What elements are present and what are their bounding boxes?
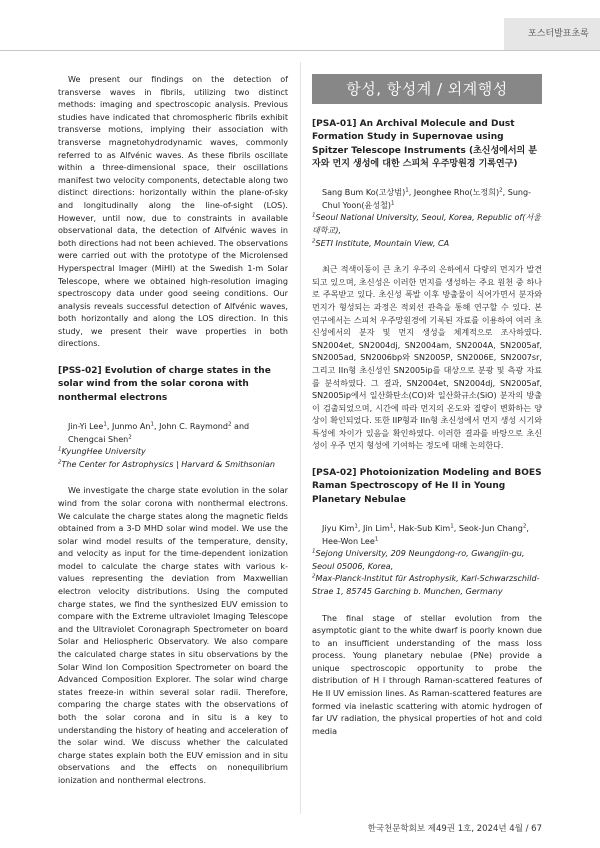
author-affiliation-mark: 2	[227, 421, 232, 428]
author-affiliation-mark: 1	[150, 421, 154, 428]
affiliation-line: $^1$KyungHee University	[58, 446, 146, 457]
affiliation-number: 2	[58, 459, 62, 466]
author-affiliation-mark: 1	[103, 421, 107, 428]
affiliations-psa01	[312, 212, 542, 250]
author-name: Sang Bum Ko(고상범)	[322, 188, 406, 198]
author-name: Jin-Yi Lee	[68, 421, 104, 431]
affiliation-line: $^2$The Center for Astrophysics | Harvard & Smithsonian	[58, 459, 275, 469]
section-banner: 항성, 항성계 / 외계행성	[312, 74, 542, 104]
author-affiliation-mark: 2	[499, 187, 503, 194]
right-column	[312, 74, 542, 740]
section-tab: 포스터발표초록	[504, 18, 600, 50]
author-affiliation-mark: 1	[391, 200, 395, 207]
author-affiliation-mark: 1	[389, 523, 394, 530]
author-affiliation-mark: 2	[522, 523, 527, 530]
author-list-psa01: Sang Bum Ko(고상범)$^1$, Jeonghee Rho(노정희)$^2$, Sung-Chul Yoon(윤성철)$^1$	[322, 187, 532, 210]
author-name: Jeonghee Rho(노정희)	[413, 188, 500, 198]
affiliation-line: $^2$Max-Planck-Institut für Astrophysik, Karl-Schwarzschild-Strae 1, 85745 Garching b. Munchen, Germany	[312, 573, 540, 596]
abstract-pss02: We investigate the charge state evolution in the solar wind from the solar corona with nonthermal electrons. We calculate the charge states along the magnetic fields obtained from a 3-D MHD solar wind model. We use the solar wind model results of the temperature, density, and velocity as input for the time-dependent ionization model to calculate the charge states with various k-values representing the deviation from Maxwellian electron velocity distributions. Using the computed charge states, we find the synthesized EUV emission to compare with the Extreme ultraviolet Imaging Telescope and the Ultraviolet Coronagraph Spectrometer on board Solar and Heliospheric Observatory. We also compare the calculated charge states in situ observations by the Solar Wind Ion Composition Spectrometer on board the Advanced Composition Explorer. The solar wind charge states freeze-in within several solar radii. Therefore, comparing the charge states with the observations of both the solar corona and in situ is a key to understanding the history of heating and acceleration of the solar wind. We discuss whether the calculated charge states explain both the EUV emission and in situ observations and the effects on nonequilibrium ionization and nonthermal electrons.	[58, 486, 288, 785]
author-affiliation-mark: 1	[405, 187, 409, 194]
author-name: Jiyu Kim	[322, 523, 355, 533]
affiliations-pss02	[58, 446, 288, 471]
affiliation-line: $^1$Sejong University, 209 Neungdong-ro, Gwangjin-gu, Seoul 05006, Korea,	[312, 548, 525, 571]
author-name: Jin Lim	[363, 523, 390, 533]
column-divider	[300, 62, 301, 814]
author-name: Sung-Chul Yoon(윤성철)	[322, 188, 532, 210]
article-title-psa02: [PSA-02] Photoionization Modeling and BOES Raman Spectroscopy of He II in Young Planetary Nebulae	[312, 468, 542, 505]
affiliation-number: 1	[312, 548, 316, 555]
author-name: Junmo An	[111, 421, 151, 431]
abstract-psa02: The final stage of stellar evolution from the asymptotic giant to the white dwarf is poorly known due to an insufficient understanding of the mass loss process. Young planetary nebulae (PNe) provide a unique spectroscopic opportunity to probe the distribution of H I through Raman-scattered features of He II UV emission lines. As Raman-scattered features are formed via inelastic scattering with atomic hydrogen of far UV radiation, the physical properties of hot and cold media	[312, 613, 542, 736]
affiliation-line: $^2$SETI Institute, Mountain View, CA	[312, 237, 450, 248]
page-footer: 한국천문학회보 제49권 1호, 2024년 4월 / 67	[367, 824, 542, 834]
author-name: John C. Raymond	[159, 421, 228, 431]
article-title-psa01: [PSA-01] An Archival Molecule and Dust Formation Study in Supernovae using Spitzer Telescope Instruments (초신성에서의 분자와 먼지 생성에 대한 스피처 우주망원경 기록연구)	[312, 119, 538, 169]
intro-paragraph: We present our findings on the detection of transverse waves in fibrils, utilizing two distinct methods: imaging and spectroscopic analysis. Previous studies have indicated that chromospheric fibrils exhibit transverse motions, implying their association with transverse magnetohydrodynamic waves, commonly referred to as Alfvénic waves. As these fibrils oscillate within a three-dimensional space, their oscillations manifest two velocity components, detectable along two distinct directions: horizontally within the plane-of-sky and longitudinally along the line-of-sight (LOS). However, until now, due to constraints in available observational data, the detection of Alfvénic waves in both directions had not been achieved. The observations were carried out with the prototype of the Microlensed Hyperspectral Imager (MiHI) at the Swedish 1-m Solar Telescope, where we obtained high-resolution imaging spectroscopy data under good seeing conditions. Our analysis reveals successful detection of Alfvénic waves, both horizontally and along the LOS direction. In this study, we present their wave properties in both directions.	[58, 75, 288, 349]
author-affiliation-mark: 2	[128, 433, 132, 440]
affiliation-number: 1	[312, 212, 316, 219]
header-rule	[0, 50, 600, 51]
author-affiliation-mark: 1	[450, 523, 454, 530]
author-list-pss02: Jin-Yi Lee$^1$, Junmo An$^1$, John C. Raymond$^2$ and Chengcai Shen$^2$	[68, 421, 250, 444]
author-affiliation-mark: 1	[354, 523, 358, 530]
affiliation-number: 2	[312, 573, 316, 580]
left-column	[58, 74, 288, 790]
affiliations-psa02	[312, 548, 542, 598]
affiliation-line: $^1$Seoul National University, Seoul, Korea, Republic of(서울대학교),	[312, 212, 541, 235]
author-name: Chengcai Shen	[68, 434, 129, 444]
author-name: Seok-Jun Chang	[458, 523, 523, 533]
author-affiliation-mark: 1	[374, 535, 379, 542]
affiliation-number: 2	[312, 237, 316, 244]
author-name: Hee-Won Lee	[322, 536, 375, 546]
author-name: Hak-Sub Kim	[398, 523, 451, 533]
author-list-psa02: Jiyu Kim$^1$, Jin Lim$^1$, Hak-Sub Kim$^1$, Seok-Jun Chang$^2$, Hee-Won Lee$^1$	[322, 523, 529, 546]
abstract-psa01: 최근 적색이동이 큰 초기 우주의 은하에서 다량의 먼지가 발견되고 있으며, 초신성은 이러한 먼지를 생성하는 주요 원천 중 하나로 주목받고 있다. 초신성 폭발 이후 방출물이 식어가면서 분자와 먼지가 형성되는 과정은 적외선 관측을 통해 연구할 수 있다. 본 연구에서는 스피처 우주망원경에 기록된 자료를 이용하여 여러 초신성에서의 분자 및 먼지 생성을 체계적으로 조사하였다. SN2004et, SN2004dj, SN2004am, SN2004A, SN2005af, SN2005ad, SN2006bp와 SN2005P, SN2006E, SN2007sr, 그리고 IIn형 초신성인 SN2005ip를 대상으로 분광 및 측광 자료를 분석하였다. 그 결과, SN2004et, SN2004dj, SN2005af, SN2005ip에서 일산화탄소(CO)와 일산화규소(SiO) 분자의 방출이 검출되었으며, 시간에 따라 먼지의 온도와 질량이 변화하는 양상이 확인되었다. 또한 IIP형과 IIn형 초신성에서 먼지 생성 시기와 특성에 차이가 있음을 확인하였다. 이러한 결과를 바탕으로 초신성이 우주 먼지 형성에 기여하는 정도에 대해 논의한다.	[312, 265, 542, 451]
article-title-pss02: [PSS-02] Evolution of charge states in the solar wind from the solar corona with nonthermal electrons	[58, 366, 271, 403]
affiliation-number: 1	[58, 446, 62, 453]
